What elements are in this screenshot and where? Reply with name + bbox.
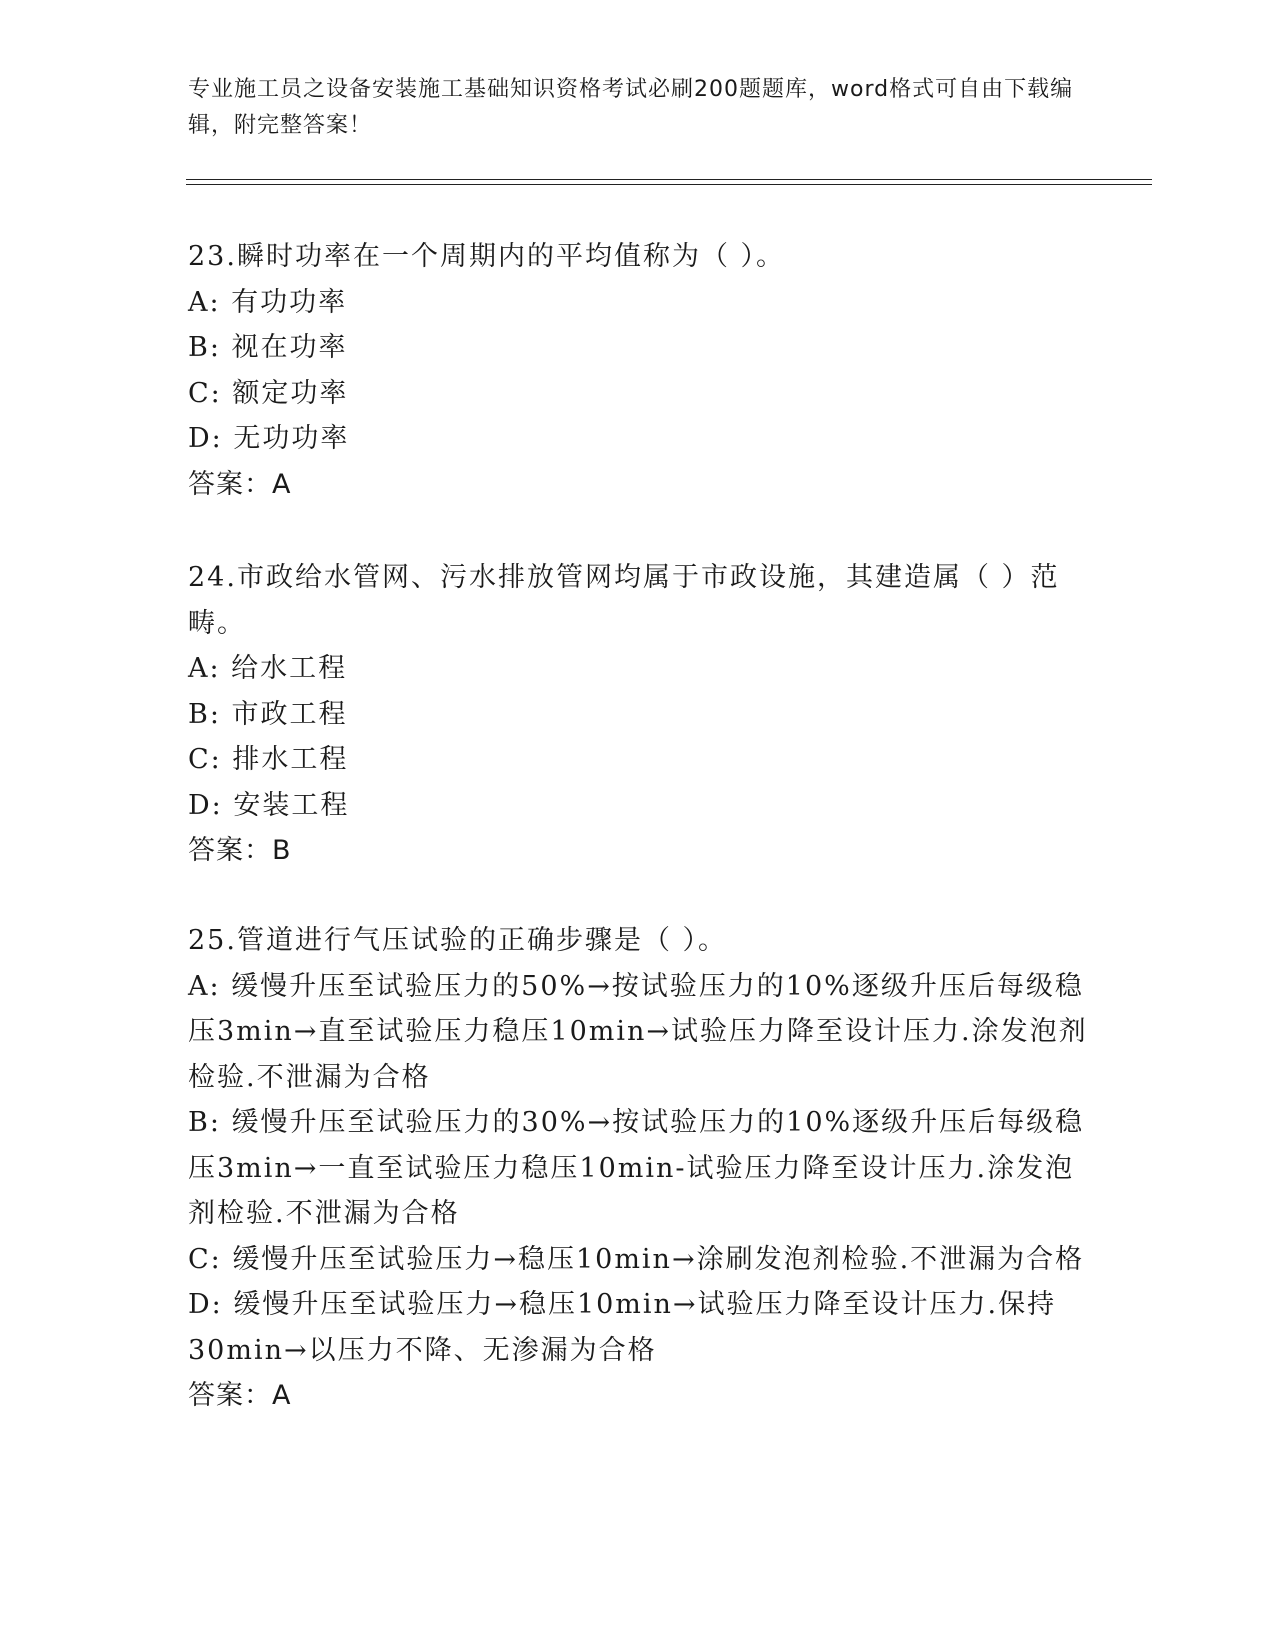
answer-label: 答案：A bbox=[188, 468, 292, 500]
option-b: B: 缓慢升压至试验压力的30%→按试验压力的10%逐级升压后每级稳压3min→一直至试验压力稳压10min-试验压力降至设计压力.涂发泡剂检验.不泄漏为合格 bbox=[188, 1107, 1085, 1229]
question-stem: 25.管道进行气压试验的正确步骤是（ ）。 bbox=[188, 925, 728, 956]
answer-label: 答案：A bbox=[188, 1380, 292, 1411]
option-a: A: 给水工程 bbox=[188, 653, 348, 684]
option-c: C: 排水工程 bbox=[188, 744, 349, 775]
option-d: D: 安装工程 bbox=[188, 789, 350, 821]
question-stem: 24.市政给水管网、污水排放管网均属于市政设施，其建造属（ ）范畴。 bbox=[188, 562, 1060, 639]
option-b: B: 视在功率 bbox=[188, 332, 348, 363]
question-24 bbox=[188, 555, 1088, 874]
answer-label: 答案：B bbox=[188, 835, 292, 866]
document-header-title: 专业施工员之设备安装施工基础知识资格考试必刷200题题库，word格式可自由下载编辑，附完整答案！ bbox=[188, 77, 1074, 138]
option-c: C: 额定功率 bbox=[188, 377, 349, 409]
question-stem: 23.瞬时功率在一个周期内的平均值称为（ ）。 bbox=[188, 241, 786, 272]
header-divider-bottom bbox=[186, 184, 1152, 185]
question-23 bbox=[188, 234, 1088, 507]
option-a: A: 缓慢升压至试验压力的50%→按试验压力的10%逐级升压后每级稳压3min→直至试验压力稳压10min→试验压力降至设计压力.涂发泡剂检验.不泄漏为合格 bbox=[188, 970, 1088, 1093]
option-b: B: 市政工程 bbox=[188, 698, 348, 730]
option-d: D: 缓慢升压至试验压力→稳压10min→试验压力降至设计压力.保持30min→以压力不降、无渗漏为合格 bbox=[188, 1289, 1057, 1366]
option-a: A: 有功功率 bbox=[188, 286, 348, 318]
question-25 bbox=[188, 918, 1088, 1419]
option-d: D: 无功功率 bbox=[188, 423, 350, 454]
option-c: C: 缓慢升压至试验压力→稳压10min→涂刷发泡剂检验.不泄漏为合格 bbox=[188, 1243, 1085, 1275]
header-divider-top bbox=[186, 179, 1152, 180]
